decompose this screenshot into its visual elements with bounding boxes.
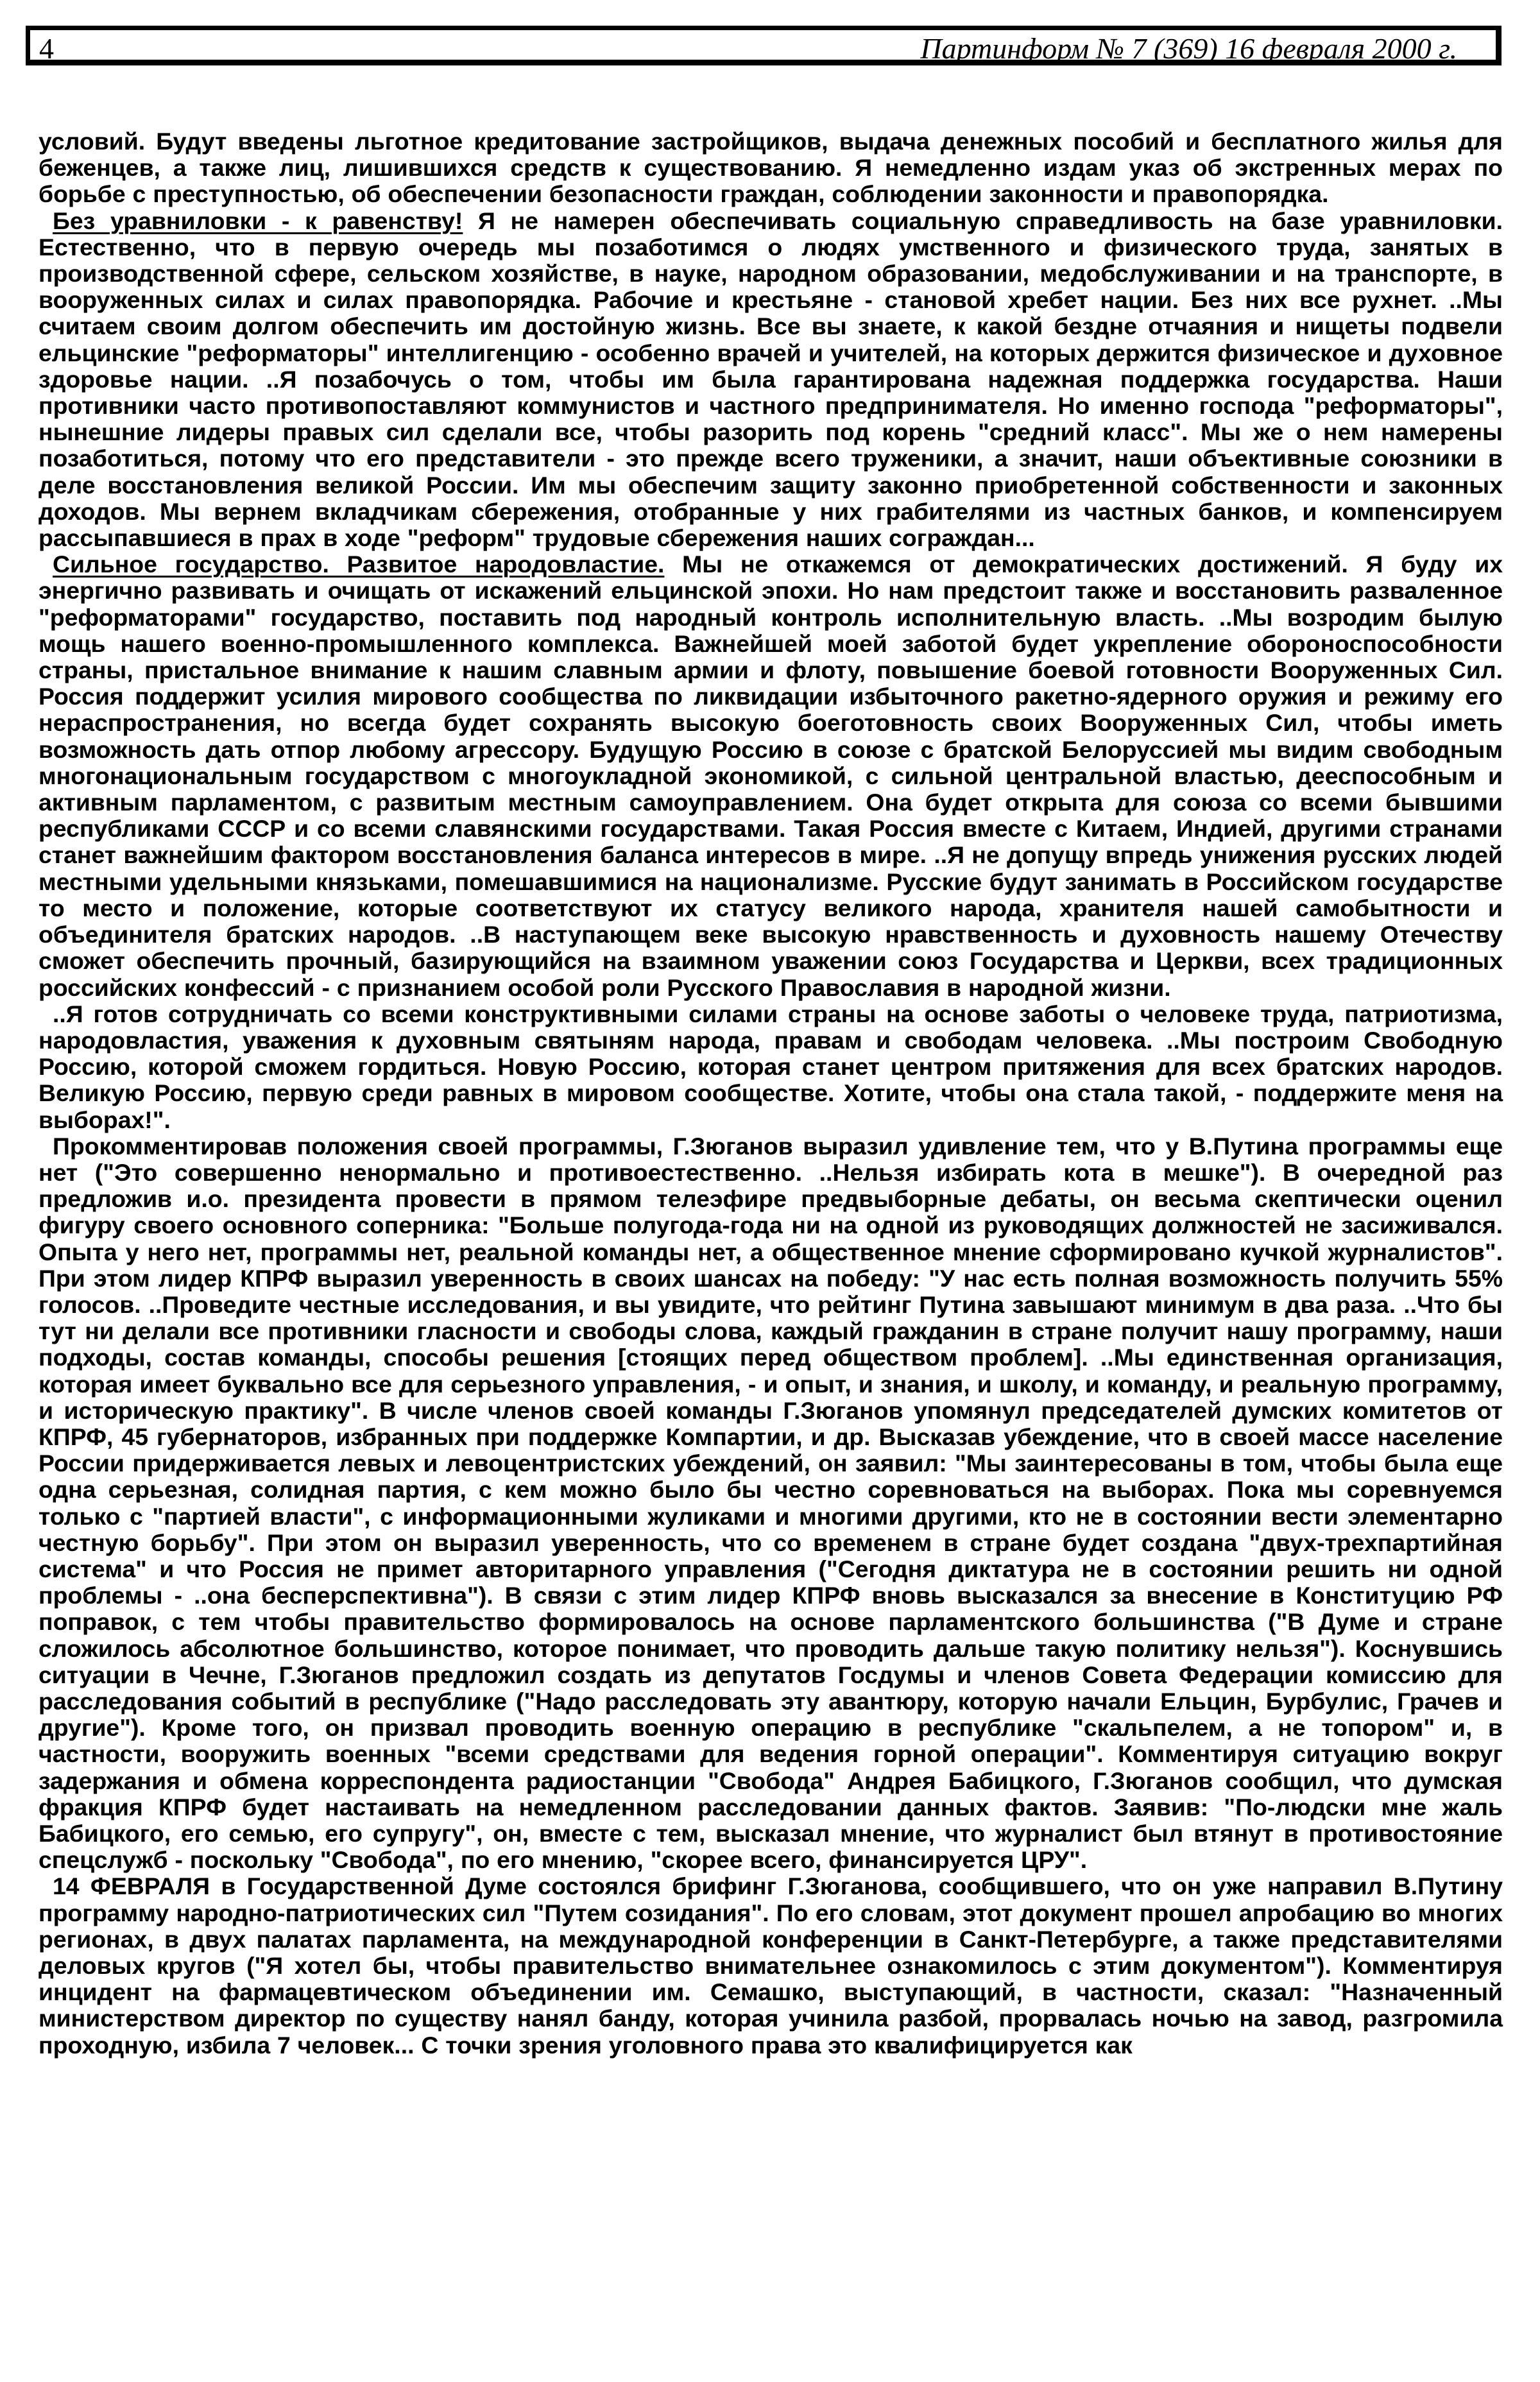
section-heading-strong-state: Сильное государство. Развитое народовластие. bbox=[53, 551, 665, 578]
paragraph-3 bbox=[38, 551, 1503, 1000]
page-number: 4 bbox=[39, 32, 54, 65]
paragraph-3-text: Мы не откажемся от демократических достижений. Я буду их энергично развивать и очищать от искажений ельцинской эпохи. Но нам предстоит также и восстановить разваленное "реформаторами" государство, поставить под народный контроль исполнительную власть. ..Мы возродим былую мощь нашего военно-промышленного комплекса. Важнейшей моей заботой будет укрепление обороноспособности страны, пристальное внимание к нашим славным армии и флоту, повышение боевой готовности Вооруженных Сил. Россия поддержит усилия мирового сообщества по ликвидации избыточного ракетно-ядерного оружия и режиму его нераспространения, но всегда будет сохранять высокую боеготовность своих Вооруженных Сил, чтобы иметь возможность дать отпор любому агрессору. Будущую Россию в союзе с братской Белоруссией мы видим свободным многонациональным государством с многоукладной экономикой, с сильной центральной властью, дееспособным и активным парламентом, с развитым местным самоуправлением. Она будет открыта для союза со всеми бывшими республиками СССР и со всеми славянскими государствами. Такая Россия вместе с Китаем, Индией, другими странами станет важнейшим фактором восстановления баланса интересов в мире. ..Я не допущу впредь унижения русских людей местными удельными князьками, помешавшимися на национализме. Русские будут занимать в Российском государстве то место и положение, которые соответствуют их статусу великого народа, хранителя нашей самобытности и объединителя братских народов. ..В наступающем веке высокую нравственность и духовность нашему Отечеству сможет обеспечить прочный, базирующийся на взаимном уважении союз Государства и Церкви, всех традиционных российских конфессий - с признанием особой роли Русского Православия в народной жизни. bbox=[38, 551, 1503, 1001]
paragraph-5: Прокомментировав положения своей программы, Г.Зюганов выразил удивление тем, что у В.Путина программы еще нет ("Это совершенно ненормально и противоестественно. ..Нельзя избирать кота в мешке"). В очередной раз предложив и.о. президента провести в прямом телеэфире предвыборные дебаты, он весьма скептически оценил фигуру своего основного соперника: "Больше полугода-года ни на одной из руководящих должностей не засиживался. Опыта у него нет, программы нет, реальной команды нет, а общественное мнение сформировано кучкой журналистов". При этом лидер КПРФ выразил уверенность в своих шансах на победу: "У нас есть полная возможность получить 55% голосов. ..Проведите честные исследования, и вы увидите, что рейтинг Путина завышают минимум в два раза. ..Что бы тут ни делали все противники гласности и свободы слова, каждый гражданин в стране получит нашу программу, наши подходы, состав команды, способы решения [стоящих перед обществом проблем]. ..Мы единственная организация, которая имеет буквально все для серьезного управления, - и опыт, и знания, и школу, и команду, и реальную программу, и историческую практику". В числе членов своей команды Г.Зюганов упомянул председателей думских комитетов от КПРФ, 45 губернаторов, избранных при поддержке Компартии, и др. Высказав убеждение, что в своей массе население России придерживается левых и левоцентристских убеждений, он заявил: "Мы заинтересованы в том, чтобы была еще одна серьезная, солидная партия, с кем можно было бы честно соревноваться на выборах. Пока мы соревнуемся только с "партией власти", с информационными жуликами и многими другими, кто не в состоянии вести элементарно честную борьбу". При этом он выразил уверенность, что со временем в стране будет создана "двух-трехпартийная система" и что Россия не примет авторитарного управления ("Сегодня диктатура не в состоянии решить ни одной проблемы - ..она бесперспективна"). В связи с этим лидер КПРФ вновь высказался за внесение в Конституцию РФ поправок, с тем чтобы правительство формировалось на основе парламентского большинства ("В Думе и стране сложилось абсолютное большинство, которое понимает, что проводить дальше такую политику нельзя"). Коснувшись ситуации в Чечне, Г.Зюганов предложил создать из депутатов Госдумы и членов Совета Федерации комиссию для расследования событий в республике ("Надо расследовать эту авантюру, которую начали Ельцин, Бурбулис, Грачев и другие"). Кроме того, он призвал проводить военную операцию в республике "скальпелем, а не топором" и, в частности, вооружить военных "всеми средствами для ведения горной операции". Комментируя ситуацию вокруг задержания и обмена корреспондента радиостанции "Свобода" Андрея Бабицкого, Г.Зюганов сообщил, что думская фракция КПРФ будет настаивать на немедленном расследовании данных фактов. Заявив: "По-людски мне жаль Бабицкого, его семью, его супругу", он, вместе с тем, высказал мнение, что журналист был втянут в противостояние спецслужб - поскольку "Свобода", по его мнению, "скорее всего, финансируется ЦРУ". bbox=[38, 1132, 1503, 1874]
article-body bbox=[38, 128, 1503, 2059]
paragraph-2 bbox=[38, 208, 1503, 552]
paragraph-1: условий. Будут введены льготное кредитование застройщиков, выдача денежных пособий и бесплатного жилья для беженцев, а также лиц, лишившихся средств к существованию. Я немедленно издам указ об экстренных мерах по борьбе с преступностью, об обеспечении безопасности граждан, соблюдении законности и правопорядка. bbox=[38, 128, 1503, 208]
page-header bbox=[26, 26, 1502, 65]
paragraph-6: 14 ФЕВРАЛЯ в Государственной Думе состоялся брифинг Г.Зюганова, сообщившего, что он уже направил В.Путину программу народно-патриотических сил "Путем созидания". По его словам, этот документ прошел апробацию во многих регионах, в двух палатах парламента, на международной конференции в Санкт-Петербурге, а также представителями деловых кругов ("Я хотел бы, чтобы правительство внимательнее ознакомилось с этим документом"). Комментируя инцидент на фармацевтическом объединении им. Семашко, выступающий, в частности, сказал: "Назначенный министерством директор по существу нанял банду, которая учинила разбой, прорвалась ночью на завод, разгромила проходную, избила 7 человек... С точки зрения уголовного права это квалифицируется как bbox=[38, 1872, 1503, 2059]
paragraph-2-text: Я не намерен обеспечивать социальную справедливость на базе уравниловки. Естественно, что в первую очередь мы позаботимся о людях умственного и физического труда, занятых в производственной сфере, сельском хозяйстве, в науке, народном образовании, медобслуживании и на транспорте, в вооруженных силах и силах правопорядка. Рабочие и крестьяне - становой хребет нации. Без них все рухнет. ..Мы считаем своим долгом обеспечить им достойную жизнь. Все вы знаете, к какой бездне отчаяния и нищеты подвели ельцинские "реформаторы" интеллигенцию - особенно врачей и учителей, на которых держится физическое и духовное здоровье нации. ..Я позабочусь о том, чтобы им была гарантирована надежная поддержка государства. Наши противники часто противопоставляют коммунистов и частного предпринимателя. Но именно господа "реформаторы", нынешние лидеры правых сил сделали все, чтобы разорить под корень "средний класс". Мы же о нем намерены позаботиться, потому что его представители - это прежде всего труженики, а значит, наши объективные союзники в деле восстановления великой России. Им мы обеспечим защиту законно приобретенной собственности и законных доходов. Мы вернем вкладчикам сбережения, отобранные у них грабителями из частных банков, и компенсируем рассыпавшиеся в прах в ходе "реформ" трудовые сбережения наших сограждан... bbox=[38, 207, 1503, 552]
paragraph-4: ..Я готов сотрудничать со всеми конструктивными силами страны на основе заботы о человеке труда, патриотизма, народовластия, уважения к духовным святыням народа, правам и свободам человека. ..Мы построим Свободную Россию, которой сможем гордиться. Новую Россию, которая станет центром притяжения для всех братских народов. Великую Россию, первую среди равных в мировом сообществе. Хотите, чтобы она стала такой, - поддержите меня на выборах!". bbox=[38, 1000, 1503, 1133]
issue-info: Партинформ № 7 (369) 16 февраля 2000 г. bbox=[920, 32, 1457, 65]
section-heading-equality: Без уравниловки - к равенству! bbox=[53, 207, 463, 234]
